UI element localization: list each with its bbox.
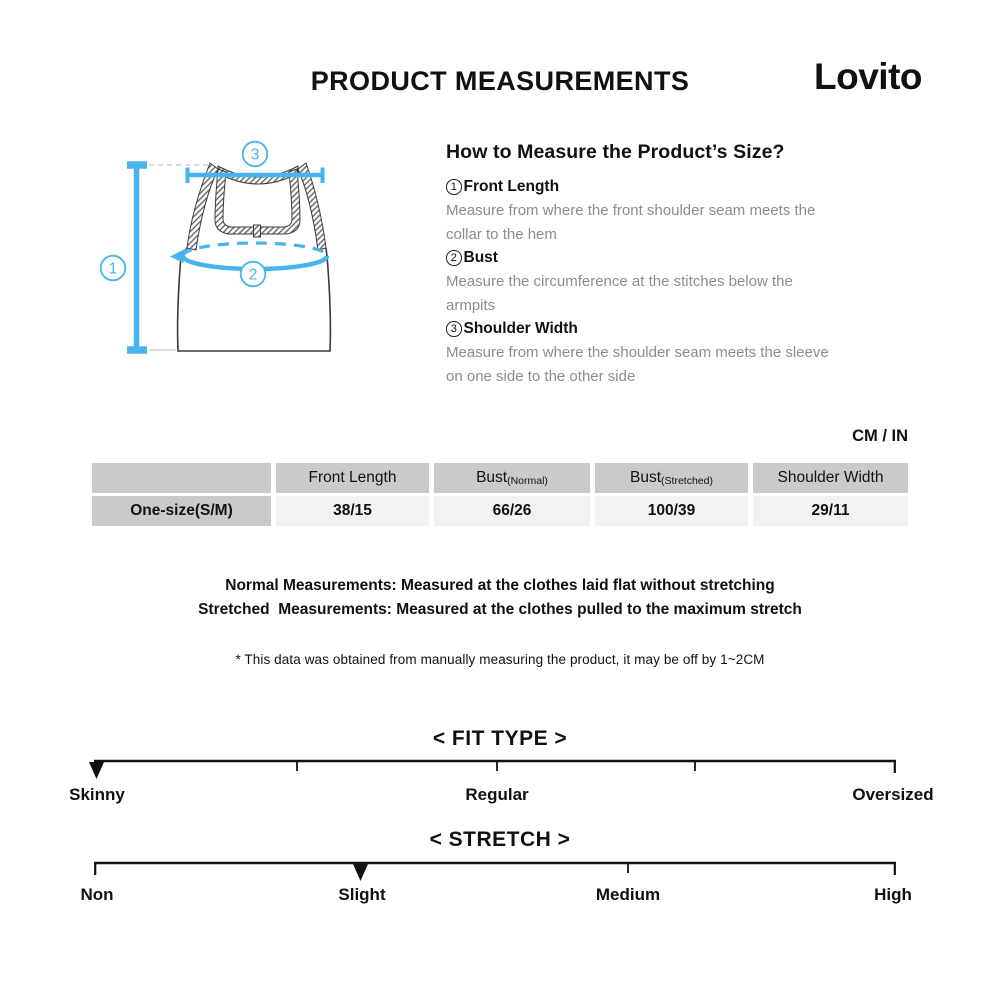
stretch-label-non: Non	[80, 885, 114, 904]
column-label: Shoulder Width	[777, 469, 884, 486]
column-label: Bust	[630, 469, 662, 486]
table-value-bust-stretched: 100/39	[595, 496, 748, 526]
fit-scale-marker-triangle	[89, 762, 104, 779]
units-label: CM / IN	[852, 427, 908, 445]
column-sublabel: (Normal)	[507, 474, 548, 487]
circled-number-1: 1	[446, 179, 462, 195]
column-sublabel: (Stretched)	[661, 474, 713, 487]
fit-type-scale	[0, 750, 1000, 812]
garment-measurement-diagram	[100, 128, 440, 378]
circled-number-2: 2	[446, 250, 462, 266]
table-row-size-label: One-size(S/M)	[92, 496, 271, 526]
measure-item-label: Shoulder Width	[463, 320, 578, 337]
table-value-front-length: 38/15	[276, 496, 429, 526]
measurement-notes	[0, 574, 1000, 621]
table-header-empty	[92, 463, 271, 493]
note-stretched-measurements: Stretched Measurements: Measured at the clothes pulled to the maximum stretch	[198, 600, 802, 618]
measure-item-desc: Measure the circumference at the stitches below the armpits	[446, 273, 793, 314]
measure-item-label: Bust	[463, 249, 498, 266]
brand-logo: Lovito	[814, 56, 922, 97]
callout-2-number: 2	[248, 266, 258, 284]
how-to-heading: How to Measure the Product’s Size?	[446, 141, 785, 163]
diagram-callouts	[101, 142, 268, 287]
measure-item-bust	[446, 246, 886, 270]
tank-top-illustration	[178, 163, 331, 351]
fit-label-oversized: Oversized	[852, 785, 934, 804]
measure-item-desc: Measure from where the shoulder seam meets the sleeve on one side to the other side	[446, 344, 829, 385]
size-table	[92, 463, 908, 526]
fit-label-regular: Regular	[465, 785, 529, 804]
stretch-label-high: High	[874, 885, 912, 904]
measurement-disclaimer: * This data was obtained from manually measuring the product, it may be off by 1~2CM	[235, 652, 765, 667]
note-normal-measurements: Normal Measurements: Measured at the clothes laid flat without stretching	[225, 577, 775, 594]
measure-item-front-length	[446, 175, 886, 199]
measure-item-desc: Measure from where the front shoulder seam meets the collar to the hem	[446, 202, 816, 243]
stretch-heading: < STRETCH >	[429, 828, 571, 851]
table-header-bust-stretched	[595, 463, 748, 493]
circled-number-3: 3	[446, 321, 462, 337]
table-header-shoulder-width	[753, 463, 908, 493]
bust-measure-ellipse-back	[183, 243, 327, 256]
fit-label-skinny: Skinny	[69, 785, 125, 804]
stretch-label-slight: Slight	[338, 885, 386, 904]
measure-item-label: Front Length	[463, 178, 560, 195]
measure-item-shoulder-width	[446, 317, 886, 341]
fit-type-heading: < FIT TYPE >	[432, 727, 568, 750]
stretch-label-medium: Medium	[595, 885, 661, 904]
table-value-shoulder-width: 29/11	[753, 496, 908, 526]
column-label: Bust	[476, 469, 508, 486]
stretch-scale	[0, 852, 1000, 914]
callout-1-number: 1	[108, 260, 118, 278]
column-label: Front Length	[308, 469, 397, 486]
table-value-bust-normal: 66/26	[434, 496, 590, 526]
table-header-bust-normal	[434, 463, 590, 493]
page-title: PRODUCT MEASUREMENTS	[310, 66, 690, 96]
neckline-center-tab	[254, 225, 261, 237]
callout-3-number: 3	[250, 146, 260, 164]
table-header-front-length	[276, 463, 429, 493]
how-to-measure-section	[446, 141, 886, 388]
bust-measure-arrowhead	[170, 249, 186, 264]
stretch-scale-marker-triangle	[353, 864, 368, 881]
